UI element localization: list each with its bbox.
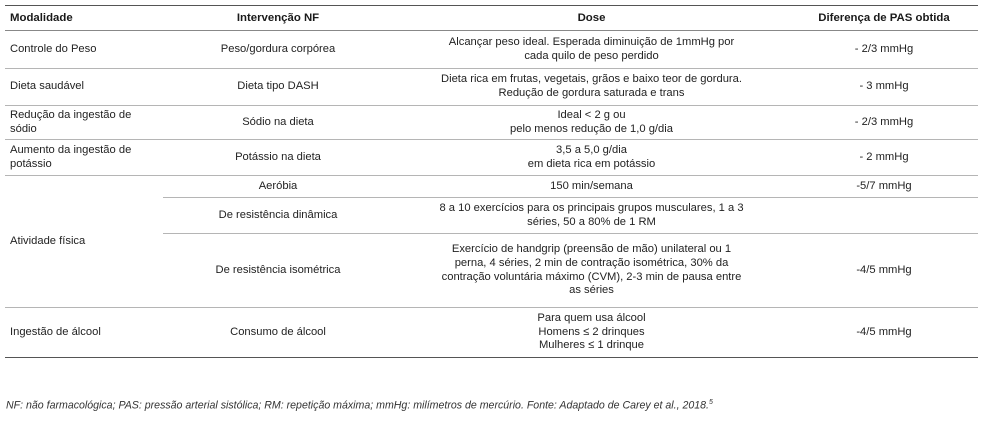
cell-intervencao: Peso/gordura corpórea bbox=[163, 31, 393, 69]
header-modalidade: Modalidade bbox=[5, 6, 163, 31]
footnote-reference: 5 bbox=[709, 399, 713, 406]
table-row bbox=[5, 106, 978, 140]
dose-line: perna, 4 séries, 2 min de contração isométrica, 30% da bbox=[454, 256, 729, 269]
dose-line: 3,5 a 5,0 g/dia bbox=[556, 143, 627, 156]
cell-diferenca: - 2/3 mmHg bbox=[790, 31, 978, 69]
cell-modalidade: Ingestão de álcool bbox=[5, 308, 163, 358]
dose-line: Dieta rica em frutas, vegetais, grãos e baixo teor de gordura. bbox=[441, 73, 742, 86]
cell-modalidade: Aumento da ingestão de potássio bbox=[5, 140, 163, 176]
footnote bbox=[6, 399, 713, 412]
dose-line: Homens ≤ 2 drinques bbox=[538, 325, 645, 338]
cell-dose bbox=[393, 31, 790, 69]
cell-dose bbox=[393, 106, 790, 140]
cell-intervencao: Consumo de álcool bbox=[163, 308, 393, 358]
dose-line: cada quilo de peso perdido bbox=[524, 49, 659, 62]
header-dose: Dose bbox=[393, 6, 790, 31]
cell-dose bbox=[393, 234, 790, 308]
dose-line: Redução de gordura saturada e trans bbox=[498, 87, 685, 99]
table-row bbox=[5, 31, 978, 69]
cell-dose bbox=[393, 308, 790, 358]
dose-line: Alcançar peso ideal. Esperada diminuição de 1mmHg por bbox=[448, 35, 735, 48]
cell-modalidade: Dieta saudável bbox=[5, 69, 163, 106]
header-intervencao: Intervenção NF bbox=[163, 6, 393, 31]
recommendations-table bbox=[5, 5, 978, 358]
table-row bbox=[5, 69, 978, 106]
dose-line: pelo menos redução de 1,0 g/dia bbox=[510, 122, 673, 135]
dose-line: 8 a 10 exercícios para os principais grupos musculares, 1 a 3 bbox=[439, 201, 744, 214]
cell-diferenca: -5/7 mmHg bbox=[790, 176, 978, 198]
cell-diferenca: - 2/3 mmHg bbox=[790, 106, 978, 140]
dose-line: em dieta rica em potássio bbox=[527, 157, 656, 170]
header-diferenca: Diferença de PAS obtida bbox=[790, 6, 978, 31]
dose-line: contração voluntária máximo (CVM), 2-3 min de pausa entre bbox=[441, 270, 742, 283]
cell-diferenca: -4/5 mmHg bbox=[790, 308, 978, 358]
dose-line: Exercício de handgrip (preensão de mão) unilateral ou 1 bbox=[451, 243, 732, 256]
cell-intervencao: Dieta tipo DASH bbox=[163, 69, 393, 106]
cell-intervencao: Sódio na dieta bbox=[163, 106, 393, 140]
dose-line: Mulheres ≤ 1 drinque bbox=[538, 339, 645, 352]
header-row bbox=[5, 6, 978, 31]
dose-line: as séries bbox=[569, 284, 614, 297]
table-row bbox=[5, 176, 978, 198]
cell-intervencao: Potássio na dieta bbox=[163, 140, 393, 176]
cell-intervencao: Aeróbia bbox=[163, 176, 393, 198]
footnote-text: NF: não farmacológica; PAS: pressão arterial sistólica; RM: repetição máxima; mmHg: milímetros de mercúrio. Fonte: Adaptado de Carey et al., 2018. bbox=[6, 399, 710, 412]
cell-modalidade: Atividade física bbox=[5, 176, 163, 308]
cell-diferenca: -4/5 mmHg bbox=[790, 234, 978, 308]
cell-intervencao: De resistência dinâmica bbox=[163, 198, 393, 234]
cell-diferenca: - 2 mmHg bbox=[790, 140, 978, 176]
cell-dose bbox=[393, 176, 790, 198]
cell-diferenca bbox=[790, 198, 978, 234]
dose-line: séries, 50 a 80% de 1 RM bbox=[527, 215, 656, 228]
table-row bbox=[5, 140, 978, 176]
dose-line: Para quem usa álcool bbox=[537, 312, 646, 325]
cell-modalidade: Redução da ingestão de sódio bbox=[5, 106, 163, 140]
cell-diferenca: - 3 mmHg bbox=[790, 69, 978, 106]
cell-dose bbox=[393, 69, 790, 106]
cell-intervencao: De resistência isométrica bbox=[163, 234, 393, 308]
table-row bbox=[5, 308, 978, 358]
dose-line: 150 min/semana bbox=[550, 179, 633, 192]
cell-dose bbox=[393, 140, 790, 176]
cell-dose bbox=[393, 198, 790, 234]
dose-line: Ideal < 2 g ou bbox=[557, 108, 626, 121]
cell-modalidade: Controle do Peso bbox=[5, 31, 163, 69]
